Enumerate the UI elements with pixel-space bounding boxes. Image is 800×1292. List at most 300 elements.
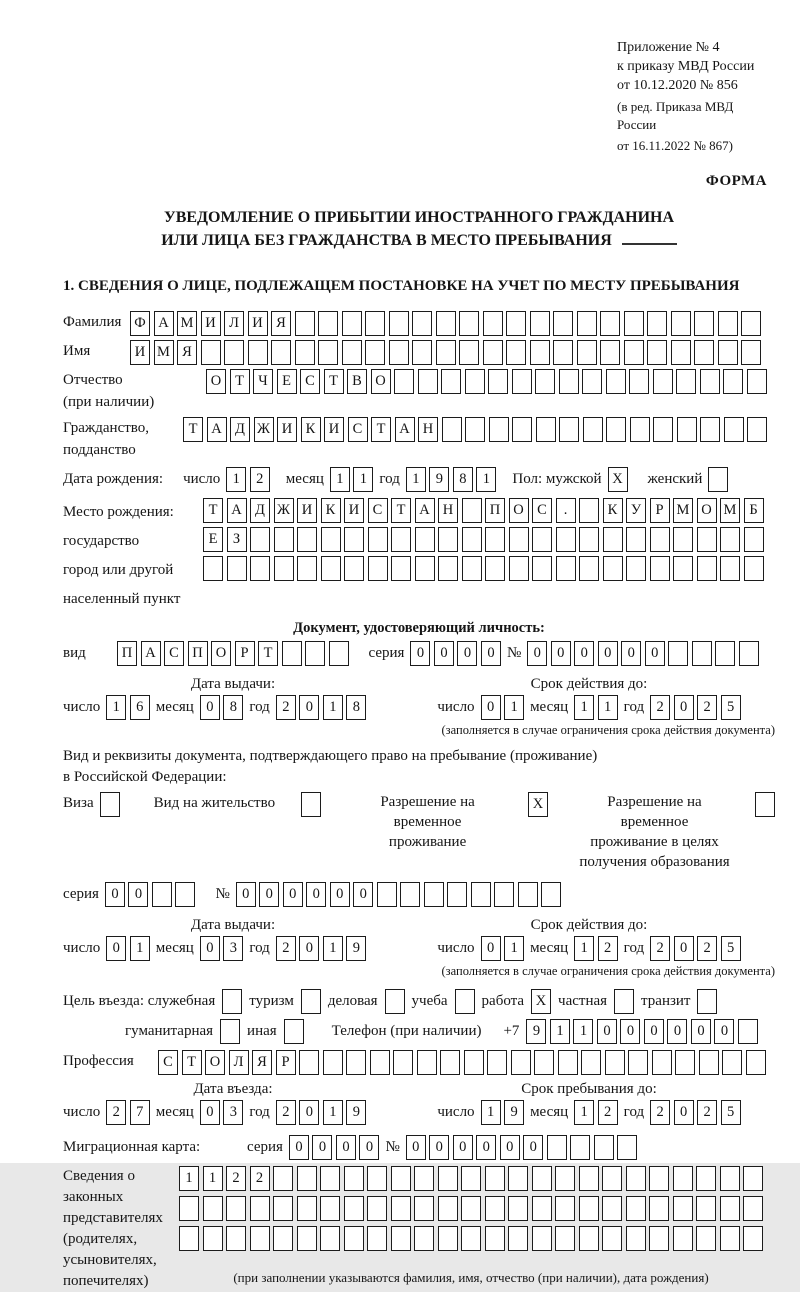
char-cell[interactable]: 0 [674,695,694,720]
char-cell[interactable]: И [324,417,344,442]
char-cell[interactable] [556,527,576,552]
char-cell[interactable]: С [348,417,368,442]
char-cell[interactable] [723,369,743,394]
char-cell[interactable]: 0 [259,882,279,907]
char-cell[interactable]: Я [271,311,291,336]
char-cell[interactable] [741,311,761,336]
char-cell[interactable] [377,882,397,907]
char-cell[interactable]: А [227,498,247,523]
char-cell[interactable]: 2 [598,936,618,961]
char-cell[interactable] [532,556,552,581]
char-cell[interactable]: О [205,1050,225,1075]
char-cell[interactable] [673,527,693,552]
char-cell[interactable]: О [371,369,391,394]
char-cell[interactable] [603,527,623,552]
char-cell[interactable]: 2 [106,1100,126,1125]
char-cell[interactable] [342,311,362,336]
char-cell[interactable] [715,641,735,666]
char-cell[interactable] [673,556,693,581]
char-cell[interactable]: Ж [274,498,294,523]
char-cell[interactable] [438,1226,458,1251]
char-cell[interactable] [483,311,503,336]
char-cell[interactable] [250,556,270,581]
char-cell[interactable] [626,1196,646,1221]
char-cell[interactable]: 0 [598,641,618,666]
char-cell[interactable]: К [321,498,341,523]
char-cell[interactable] [675,1050,695,1075]
char-cell[interactable] [494,882,514,907]
char-cell[interactable]: 1 [476,467,496,492]
char-cell[interactable] [602,1196,622,1221]
char-cell[interactable]: 1 [574,936,594,961]
char-cell[interactable]: 1 [598,695,618,720]
char-cell[interactable]: 0 [429,1135,449,1160]
char-cell[interactable] [418,369,438,394]
char-cell[interactable] [489,417,509,442]
char-cell[interactable] [555,1196,575,1221]
char-cell[interactable] [367,1166,387,1191]
char-cell[interactable] [485,527,505,552]
char-cell[interactable] [699,1050,719,1075]
char-cell[interactable]: 2 [226,1166,246,1191]
char-cell[interactable] [535,369,555,394]
char-cell[interactable] [250,1196,270,1221]
char-cell[interactable]: А [154,311,174,336]
char-cell[interactable] [555,1166,575,1191]
char-cell[interactable]: 0 [289,1135,309,1160]
char-cell[interactable] [741,340,761,365]
char-cell[interactable] [668,641,688,666]
char-cell[interactable] [720,527,740,552]
char-cell[interactable]: Р [235,641,255,666]
char-cell[interactable]: 8 [453,467,473,492]
char-cell[interactable] [694,340,714,365]
char-cell[interactable] [179,1196,199,1221]
char-cell[interactable] [511,1050,531,1075]
char-cell[interactable] [541,882,561,907]
char-cell[interactable]: З [227,527,247,552]
char-cell[interactable] [297,1226,317,1251]
char-cell[interactable] [415,556,435,581]
char-cell[interactable] [624,311,644,336]
char-cell[interactable]: 9 [346,936,366,961]
char-cell[interactable] [274,556,294,581]
char-cell[interactable] [389,340,409,365]
char-cell[interactable]: Т [391,498,411,523]
char-cell[interactable] [447,882,467,907]
char-cell[interactable] [602,1226,622,1251]
char-cell[interactable]: 0 [481,695,501,720]
char-cell[interactable]: 1 [106,695,126,720]
char-cell[interactable] [320,1196,340,1221]
char-cell[interactable]: 0 [128,882,148,907]
char-cell[interactable]: 0 [200,936,220,961]
char-cell[interactable] [649,1226,669,1251]
char-cell[interactable] [724,417,744,442]
char-cell[interactable]: Л [224,311,244,336]
char-cell[interactable]: Б [744,498,764,523]
char-cell[interactable] [579,1166,599,1191]
char-cell[interactable]: 0 [299,695,319,720]
char-cell[interactable] [626,1166,646,1191]
char-cell[interactable]: С [158,1050,178,1075]
char-cell[interactable]: И [201,311,221,336]
checkbox-cell[interactable]: X [528,792,548,817]
char-cell[interactable] [227,556,247,581]
char-cell[interactable]: 0 [714,1019,734,1044]
char-cell[interactable] [226,1196,246,1221]
char-cell[interactable] [630,417,650,442]
char-cell[interactable]: Т [230,369,250,394]
char-cell[interactable] [414,1166,434,1191]
char-cell[interactable] [344,1226,364,1251]
char-cell[interactable] [559,369,579,394]
char-cell[interactable] [577,311,597,336]
char-cell[interactable] [617,1135,637,1160]
char-cell[interactable] [391,1196,411,1221]
char-cell[interactable] [697,527,717,552]
char-cell[interactable] [438,556,458,581]
char-cell[interactable]: Я [177,340,197,365]
char-cell[interactable]: 6 [130,695,150,720]
char-cell[interactable] [532,527,552,552]
char-cell[interactable] [342,340,362,365]
char-cell[interactable]: Д [230,417,250,442]
char-cell[interactable]: Я [252,1050,272,1075]
char-cell[interactable]: 0 [330,882,350,907]
checkbox-cell[interactable] [385,989,405,1014]
char-cell[interactable]: У [626,498,646,523]
char-cell[interactable] [297,556,317,581]
char-cell[interactable] [297,527,317,552]
char-cell[interactable]: 2 [697,695,717,720]
char-cell[interactable]: 3 [223,1100,243,1125]
char-cell[interactable] [720,1226,740,1251]
char-cell[interactable]: И [297,498,317,523]
char-cell[interactable]: Т [258,641,278,666]
char-cell[interactable]: С [368,498,388,523]
char-cell[interactable]: П [117,641,137,666]
char-cell[interactable] [483,340,503,365]
char-cell[interactable]: 5 [721,1100,741,1125]
char-cell[interactable] [305,641,325,666]
char-cell[interactable]: 1 [550,1019,570,1044]
char-cell[interactable] [226,1226,246,1251]
char-cell[interactable]: 1 [323,936,343,961]
char-cell[interactable]: 0 [674,1100,694,1125]
char-cell[interactable]: 1 [573,1019,593,1044]
char-cell[interactable] [570,1135,590,1160]
char-cell[interactable]: М [154,340,174,365]
char-cell[interactable] [441,369,461,394]
char-cell[interactable]: О [697,498,717,523]
char-cell[interactable] [718,311,738,336]
char-cell[interactable]: П [188,641,208,666]
char-cell[interactable] [673,1226,693,1251]
char-cell[interactable] [417,1050,437,1075]
char-cell[interactable] [320,1226,340,1251]
char-cell[interactable] [628,1050,648,1075]
char-cell[interactable] [559,417,579,442]
char-cell[interactable]: М [720,498,740,523]
char-cell[interactable] [649,1196,669,1221]
char-cell[interactable]: С [164,641,184,666]
char-cell[interactable] [344,1196,364,1221]
char-cell[interactable] [344,527,364,552]
char-cell[interactable]: 0 [312,1135,332,1160]
char-cell[interactable] [471,882,491,907]
char-cell[interactable]: 5 [721,936,741,961]
char-cell[interactable] [414,1226,434,1251]
char-cell[interactable]: 0 [527,641,547,666]
char-cell[interactable] [653,369,673,394]
char-cell[interactable]: 8 [223,695,243,720]
char-cell[interactable] [558,1050,578,1075]
char-cell[interactable] [400,882,420,907]
char-cell[interactable]: 0 [500,1135,520,1160]
char-cell[interactable] [697,556,717,581]
char-cell[interactable] [438,1196,458,1221]
char-cell[interactable] [629,369,649,394]
char-cell[interactable] [744,527,764,552]
char-cell[interactable] [594,1135,614,1160]
char-cell[interactable] [600,340,620,365]
char-cell[interactable]: 0 [645,641,665,666]
char-cell[interactable] [321,527,341,552]
char-cell[interactable] [606,369,626,394]
char-cell[interactable] [739,641,759,666]
char-cell[interactable]: С [300,369,320,394]
char-cell[interactable] [250,1226,270,1251]
char-cell[interactable]: 0 [621,641,641,666]
char-cell[interactable] [649,1166,669,1191]
char-cell[interactable]: И [277,417,297,442]
char-cell[interactable]: 0 [299,936,319,961]
char-cell[interactable]: Н [438,498,458,523]
char-cell[interactable] [720,1196,740,1221]
char-cell[interactable] [653,417,673,442]
char-cell[interactable] [368,527,388,552]
checkbox-cell[interactable] [708,467,728,492]
char-cell[interactable] [700,369,720,394]
char-cell[interactable]: 1 [504,936,524,961]
char-cell[interactable] [720,1166,740,1191]
char-cell[interactable]: 1 [203,1166,223,1191]
char-cell[interactable] [579,527,599,552]
char-cell[interactable] [393,1050,413,1075]
char-cell[interactable] [652,1050,672,1075]
char-cell[interactable]: 1 [353,467,373,492]
char-cell[interactable]: 1 [481,1100,501,1125]
char-cell[interactable] [438,527,458,552]
char-cell[interactable]: С [532,498,552,523]
char-cell[interactable]: Л [229,1050,249,1075]
char-cell[interactable] [487,1050,507,1075]
char-cell[interactable]: 1 [323,695,343,720]
char-cell[interactable]: 2 [276,1100,296,1125]
checkbox-cell[interactable] [100,792,120,817]
char-cell[interactable] [696,1226,716,1251]
checkbox-cell[interactable] [284,1019,304,1044]
char-cell[interactable] [626,1226,646,1251]
char-cell[interactable] [273,1196,293,1221]
char-cell[interactable]: 0 [236,882,256,907]
char-cell[interactable]: 1 [179,1166,199,1191]
char-cell[interactable] [465,369,485,394]
char-cell[interactable] [415,527,435,552]
checkbox-cell[interactable] [614,989,634,1014]
char-cell[interactable] [318,340,338,365]
checkbox-cell[interactable]: X [531,989,551,1014]
char-cell[interactable]: 2 [276,695,296,720]
char-cell[interactable] [346,1050,366,1075]
char-cell[interactable] [626,556,646,581]
char-cell[interactable]: 2 [697,1100,717,1125]
char-cell[interactable] [506,340,526,365]
char-cell[interactable] [676,369,696,394]
char-cell[interactable] [696,1166,716,1191]
char-cell[interactable]: 2 [650,1100,670,1125]
char-cell[interactable]: 3 [223,936,243,961]
char-cell[interactable] [650,527,670,552]
char-cell[interactable]: 2 [276,936,296,961]
char-cell[interactable]: 0 [406,1135,426,1160]
char-cell[interactable]: Е [277,369,297,394]
char-cell[interactable]: 2 [650,695,670,720]
char-cell[interactable] [722,1050,742,1075]
char-cell[interactable]: 0 [476,1135,496,1160]
char-cell[interactable] [626,527,646,552]
char-cell[interactable]: 0 [597,1019,617,1044]
char-cell[interactable]: 1 [330,467,350,492]
char-cell[interactable] [532,1226,552,1251]
char-cell[interactable] [532,1196,552,1221]
char-cell[interactable]: 0 [336,1135,356,1160]
char-cell[interactable] [365,311,385,336]
char-cell[interactable] [461,1166,481,1191]
char-cell[interactable] [577,340,597,365]
char-cell[interactable]: 2 [598,1100,618,1125]
char-cell[interactable] [747,369,767,394]
char-cell[interactable] [391,1226,411,1251]
char-cell[interactable]: К [603,498,623,523]
char-cell[interactable] [647,340,667,365]
char-cell[interactable] [738,1019,758,1044]
char-cell[interactable]: Ж [254,417,274,442]
char-cell[interactable]: Н [418,417,438,442]
char-cell[interactable] [508,1226,528,1251]
char-cell[interactable] [555,1226,575,1251]
char-cell[interactable] [391,527,411,552]
char-cell[interactable]: Д [250,498,270,523]
char-cell[interactable] [650,556,670,581]
char-cell[interactable] [367,1196,387,1221]
char-cell[interactable] [274,527,294,552]
char-cell[interactable] [718,340,738,365]
char-cell[interactable] [677,417,697,442]
char-cell[interactable] [696,1196,716,1221]
char-cell[interactable]: 0 [106,936,126,961]
char-cell[interactable] [175,882,195,907]
char-cell[interactable] [553,311,573,336]
char-cell[interactable]: И [248,311,268,336]
char-cell[interactable]: 0 [299,1100,319,1125]
char-cell[interactable]: 0 [434,641,454,666]
char-cell[interactable] [582,369,602,394]
char-cell[interactable]: В [347,369,367,394]
char-cell[interactable] [600,311,620,336]
char-cell[interactable] [462,498,482,523]
char-cell[interactable] [323,1050,343,1075]
char-cell[interactable]: Р [650,498,670,523]
char-cell[interactable] [295,311,315,336]
char-cell[interactable]: 2 [697,936,717,961]
char-cell[interactable] [534,1050,554,1075]
char-cell[interactable]: 2 [650,936,670,961]
char-cell[interactable] [461,1196,481,1221]
char-cell[interactable]: 0 [574,641,594,666]
char-cell[interactable]: А [415,498,435,523]
char-cell[interactable]: 0 [200,695,220,720]
char-cell[interactable] [442,417,462,442]
char-cell[interactable] [462,527,482,552]
char-cell[interactable] [743,1196,763,1221]
char-cell[interactable] [530,311,550,336]
char-cell[interactable] [700,417,720,442]
char-cell[interactable]: 0 [644,1019,664,1044]
char-cell[interactable]: 0 [674,936,694,961]
char-cell[interactable]: 0 [105,882,125,907]
char-cell[interactable] [747,417,767,442]
char-cell[interactable] [370,1050,390,1075]
char-cell[interactable] [673,1166,693,1191]
char-cell[interactable] [273,1226,293,1251]
char-cell[interactable] [318,311,338,336]
char-cell[interactable] [321,556,341,581]
char-cell[interactable] [692,641,712,666]
char-cell[interactable]: О [211,641,231,666]
char-cell[interactable]: Т [182,1050,202,1075]
char-cell[interactable] [329,641,349,666]
char-cell[interactable] [248,340,268,365]
char-cell[interactable] [671,311,691,336]
char-cell[interactable] [508,1196,528,1221]
char-cell[interactable]: 0 [481,936,501,961]
char-cell[interactable]: 1 [226,467,246,492]
char-cell[interactable] [647,311,667,336]
char-cell[interactable]: 1 [574,695,594,720]
char-cell[interactable] [320,1166,340,1191]
char-cell[interactable] [459,340,479,365]
char-cell[interactable] [282,641,302,666]
char-cell[interactable] [201,340,221,365]
char-cell[interactable]: 0 [551,641,571,666]
char-cell[interactable]: 1 [504,695,524,720]
char-cell[interactable]: 2 [250,1166,270,1191]
char-cell[interactable]: 0 [410,641,430,666]
char-cell[interactable] [485,1226,505,1251]
char-cell[interactable]: Ф [130,311,150,336]
char-cell[interactable] [485,556,505,581]
char-cell[interactable] [365,340,385,365]
char-cell[interactable] [743,1166,763,1191]
char-cell[interactable] [436,311,456,336]
checkbox-cell[interactable] [222,989,242,1014]
char-cell[interactable] [368,556,388,581]
char-cell[interactable] [506,311,526,336]
char-cell[interactable] [746,1050,766,1075]
char-cell[interactable]: . [556,498,576,523]
